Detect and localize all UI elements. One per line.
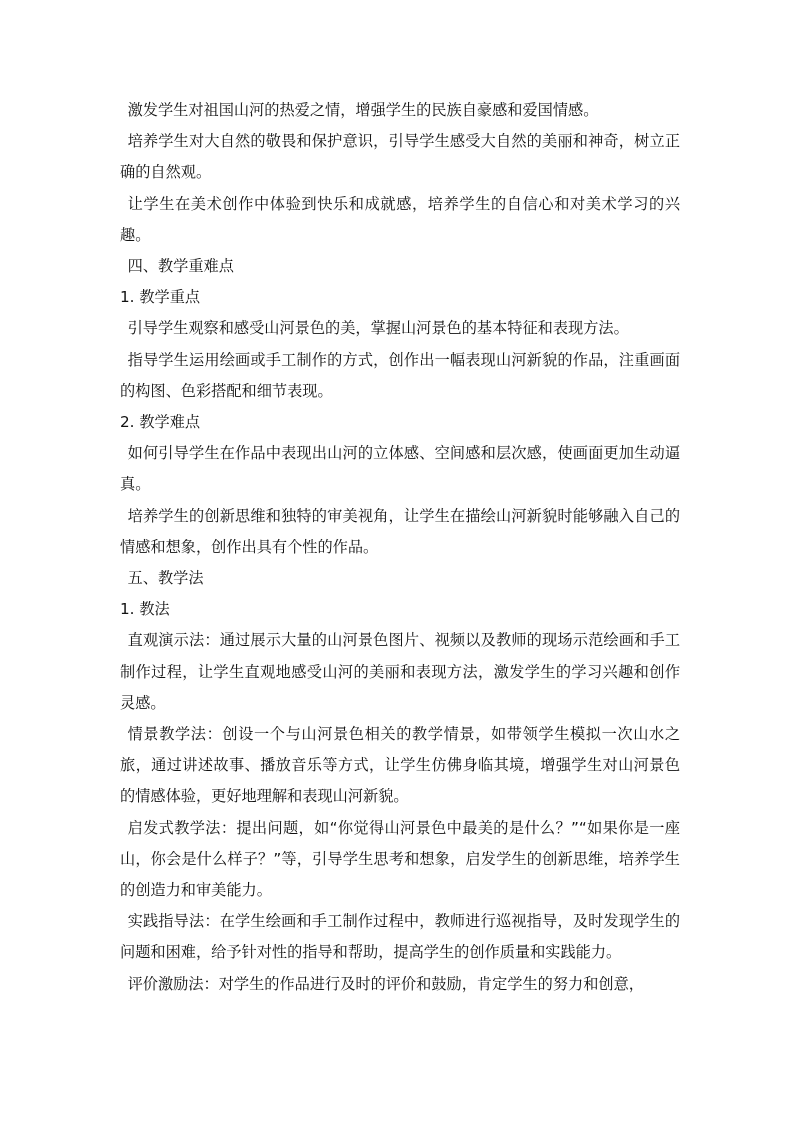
paragraph-confidence: 让学生在美术创作中体验到快乐和成就感，培养学生的自信心和对美术学习的兴趣。: [120, 194, 680, 244]
paragraph-difficulty-depth: 如何引导学生在作品中表现出山河的立体感、空间感和层次感，使画面更加生动逼真。: [120, 444, 680, 494]
paragraph-method-demo: 直观演示法：通过展示大量的山河景色图片、视频以及教师的现场示范绘画和手工制作过程，让学生直观地感受山河的美丽和表现方法，激发学生的学习兴趣和创作灵感。: [120, 631, 680, 712]
document-body: [120, 95, 680, 1000]
subheading-teaching-method: 1. 教法: [120, 600, 170, 619]
section-heading-methods: 五、教学法: [127, 569, 204, 588]
subheading-teaching-difficulty: 2. 教学难点: [120, 413, 201, 432]
paragraph-method-practice: 实践指导法：在学生绘画和手工制作过程中，教师进行巡视指导，及时发现学生的问题和困难，给予针对性的指导和帮助，提高学生的创作质量和实践能力。: [120, 912, 680, 962]
paragraph-nature-awareness: 培养学生对大自然的敬畏和保护意识，引导学生感受大自然的美丽和神奇，树立正确的自然观。: [120, 132, 680, 182]
section-heading-key-points: 四、教学重难点: [127, 257, 234, 276]
paragraph-method-scenario: 情景教学法：创设一个与山河景色相关的教学情景，如带领学生模拟一次山水之旅，通过讲述故事、播放音乐等方式，让学生仿佛身临其境，增强学生对山河景色的情感体验，更好地理解和表现山河新貌。: [120, 725, 680, 806]
paragraph-focus-observe: 引导学生观察和感受山河景色的美，掌握山河景色的基本特征和表现方法。: [127, 319, 629, 338]
subheading-teaching-focus: 1. 教学重点: [120, 288, 201, 307]
paragraph-focus-create: 指导学生运用绘画或手工制作的方式，创作出一幅表现山河新貌的作品，注重画面的构图、色彩搭配和细节表现。: [120, 350, 680, 400]
paragraph-difficulty-creativity: 培养学生的创新思维和独特的审美视角，让学生在描绘山河新貌时能够融入自己的情感和想象，创作出具有个性的作品。: [120, 506, 680, 556]
paragraph-patriotism: 激发学生对祖国山河的热爱之情，增强学生的民族自豪感和爱国情感。: [127, 101, 599, 119]
paragraph-method-heuristic: 启发式教学法：提出问题，如“你觉得山河景色中最美的是什么？”“如果你是一座山，你会是什么样子？”等，引导学生思考和想象，启发学生的创新思维，培养学生的创造力和审美能力。: [120, 818, 680, 900]
paragraph-method-evaluation: 评价激励法：对学生的作品进行及时的评价和鼓励，肯定学生的努力和创意，: [127, 974, 644, 993]
